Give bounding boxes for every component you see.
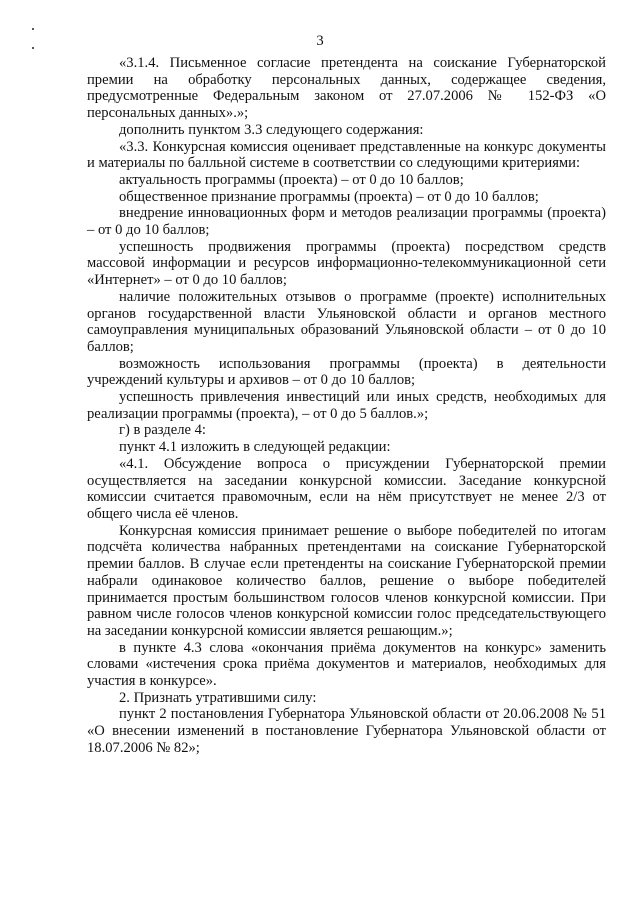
criterion-relevance: актуальность программы (проекта) – от 0 до 10 баллов; [119,171,464,188]
criterion-innovation: внедрение инновационных форм и методов реализации программы (проекта) – от 0 до 10 баллов; [87,205,606,239]
criterion-reviews: наличие положительных отзывов о программе (проекте) исполнительных органов государственной власти Ульяновской области и органов местного самоуправления муниципальных образований Ульяновской области – от 0 до 10 баллов; [87,288,606,355]
paragraph-section-4: г) в разделе 4: [119,422,206,439]
paragraph-3-1-4: «3.1.4. Письменное согласие претендента на соискание Губернаторской премии на обработку персональных данных, содержащее сведения, предусмотренные Федеральным законом от 27.07.2006 № 152-ФЗ «О персональных данных».»; [87,55,606,122]
criterion-investment: успешность привлечения инвестиций или иных средств, необходимых для реализации программы (проекта), – от 0 до 5 баллов.»; [87,389,606,422]
paragraph-repeal-item: пункт 2 постановления Губернатора Ульяновской области от 20.06.2008 № 51 «О внесении изменений в постановление Губернатора Ульяновской области от 18.07.2006 № 82»; [87,706,606,756]
paragraph-add-3-3: дополнить пунктом 3.3 следующего содержания: [119,121,424,138]
criterion-usage: возможность использования программы (проекта) в деятельности учреждений культуры и архивов – от 0 до 10 баллов; [87,355,606,389]
paragraph-3-3: «3.3. Конкурсная комиссия оценивает представленные на конкурс документы и материалы по балльной системе в соответствии со следующими критериями: [87,138,606,172]
margin-mark [32,28,34,30]
paragraph-commission-decision: Конкурсная комиссия принимает решение о выборе победителей по итогам подсчёта количества набранных претендентами на соискание Губернаторской премии баллов. В случае если претенденты на соискание Губернаторской премии набрали одинаковое количество баллов, решение о выборе победителей принимается простым большинством голосов членов конкурсной комиссии. При равном числе голосов членов конкурсной комиссии голос председательствующего на заседании конкурсной комиссии является решающим.»; [87,522,606,639]
page-number: 3 [316,33,324,49]
paragraph-repeal: 2. Признать утратившими силу: [119,689,317,706]
paragraph-4-1: «4.1. Обсуждение вопроса о присуждении Губернаторской премии осуществляется на заседании конкурсной комиссии. Заседание конкурсной комиссии считается правомочным, если на нём присутствует не менее 2/3 от общего числа её членов. [87,455,606,522]
criterion-media: успешность продвижения программы (проекта) посредством средств массовой информации и ресурсов информационно-телекоммуникационной сети «Интернет» – от 0 до 10 баллов; [87,238,606,289]
document-body [87,55,606,757]
paragraph-4-3: в пункте 4.3 слова «окончания приёма документов на конкурс» заменить словами «истечения срока приёма документов и материалов, необходимых для участия в конкурсе». [87,639,606,690]
criterion-recognition: общественное признание программы (проекта) – от 0 до 10 баллов; [119,188,539,205]
paragraph-4-1-intro: пункт 4.1 изложить в следующей редакции: [119,439,391,456]
